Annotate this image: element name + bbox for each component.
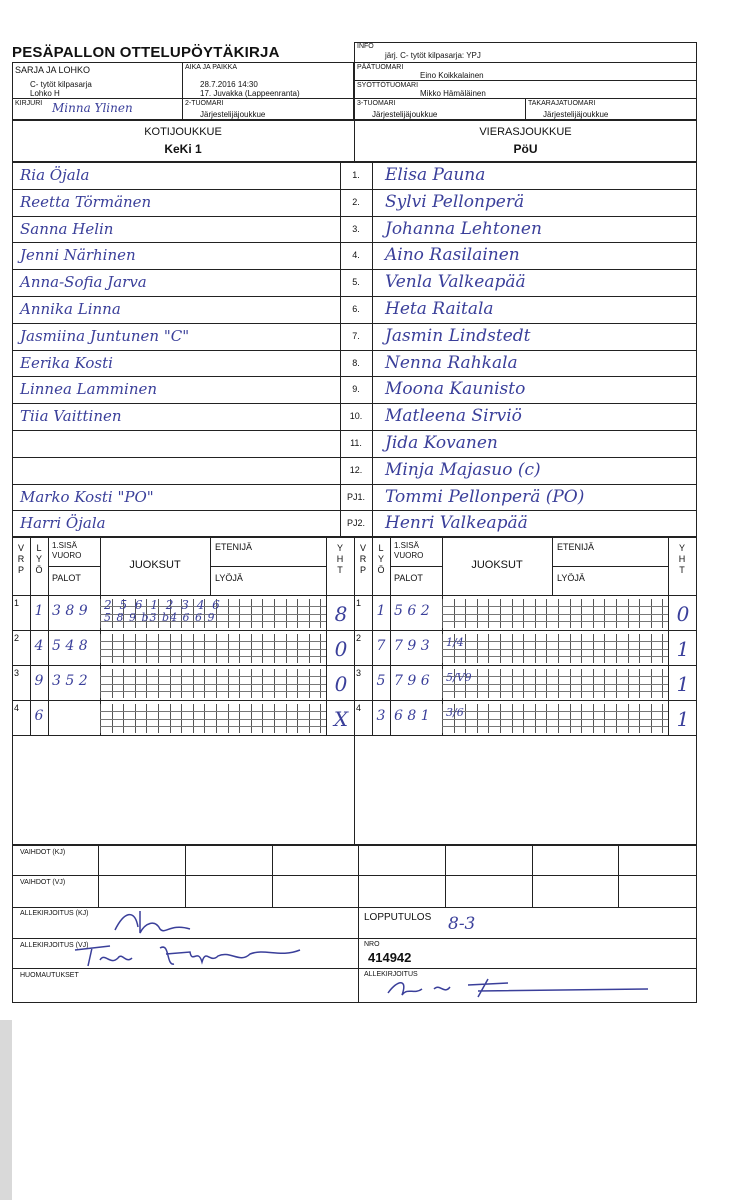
- scribe-label: KIRJURI: [15, 100, 43, 107]
- away-player-name: Heta Raitala: [385, 299, 494, 319]
- roster-number: 1.: [352, 170, 360, 180]
- away-player-name: Moona Kaunisto: [385, 379, 526, 400]
- roster-number: 7.: [352, 330, 360, 341]
- back-ref-value: Järjestelijäjoukkue: [543, 110, 609, 119]
- pitch-ref-value: Mikko Hämäläinen: [420, 89, 486, 98]
- home-player-name: Linnea Lamminen: [20, 380, 158, 399]
- final-score-value: 8-3: [448, 914, 476, 934]
- ref3-label: 3-TUOMARI: [357, 100, 396, 107]
- home-signature-scribble: [110, 905, 200, 939]
- away-inning-total: 0: [676, 602, 690, 626]
- away-player-name: Jasmin Lindstedt: [385, 325, 531, 346]
- away-first-batter: 3: [376, 708, 386, 724]
- home-player-name: Tiia Vaittinen: [20, 407, 122, 426]
- away-player-name: Venla Valkeapää: [385, 272, 526, 293]
- sign-away-label: ALLEKIRJOITUS (VJ): [20, 942, 89, 949]
- series-value: C- tytöt kilpasarja: [30, 80, 92, 89]
- home-inning-number: 4: [14, 703, 20, 713]
- away-player-name: Sylvi Pellonperä: [385, 191, 525, 212]
- away-player-name: Nenna Rahkala: [385, 352, 518, 373]
- nro-label: NRO: [364, 941, 380, 948]
- away-etenija-label: ETENIJÄ: [557, 542, 595, 552]
- series-label: SARJA JA LOHKO: [15, 65, 91, 75]
- home-runs-top: 2 5 6 1 2 3 4 6: [104, 598, 222, 612]
- home-player-name: Jenni Närhinen: [20, 246, 136, 265]
- home-player-name: Jasmiina Juntunen "C": [20, 326, 190, 345]
- home-team-label: KOTIJOUKKUE: [144, 126, 222, 138]
- away-player-name: Aino Rasilainen: [385, 245, 520, 266]
- away-inning-total: 1: [676, 707, 690, 731]
- away-juoksut-label: JUOKSUT: [471, 559, 523, 571]
- away-palot-label: PALOT: [394, 573, 423, 583]
- time-value: 28.7.2016 14:30: [200, 80, 258, 89]
- away-lyo-header: L Y Ö: [377, 543, 385, 575]
- away-palot-value: 7 9 3: [394, 638, 430, 654]
- away-vrp-header: V R P: [359, 543, 367, 575]
- head-ref-label: PÄÄTUOMARI: [357, 64, 404, 71]
- sign-label: ALLEKIRJOITUS: [364, 971, 418, 978]
- home-inning-total: 0: [334, 637, 348, 661]
- ref2-value: Järjestelijäjoukkue: [200, 110, 266, 119]
- away-runs-value: 3/6: [446, 706, 464, 719]
- away-vuoro-label: VUORO: [394, 551, 424, 560]
- away-inning-number: 3: [356, 668, 362, 678]
- roster-number: 3.: [352, 223, 360, 234]
- home-player-name: Ria Öjala: [20, 166, 90, 184]
- home-inning-total: 8: [334, 602, 348, 626]
- pitch-ref-label: SYÖTTÖTUOMARI: [357, 82, 419, 89]
- roster-number: 11.: [350, 438, 362, 448]
- home-vuoro-label: VUORO: [52, 551, 82, 560]
- home-palot-label: PALOT: [52, 573, 81, 583]
- remarks-label: HUOMAUTUKSET: [20, 972, 79, 979]
- away-lyoja-label: LYÖJÄ: [557, 573, 585, 583]
- away-first-batter: 1: [376, 603, 386, 619]
- roster-number: PJ2.: [346, 518, 365, 529]
- home-player-name: Annika Linna: [20, 300, 121, 318]
- away-player-name: Matleena Sirviö: [385, 406, 522, 427]
- away-first-batter: 5: [376, 673, 386, 689]
- away-yht-header: Y H T: [678, 543, 686, 575]
- home-inning-total: 0: [334, 672, 348, 696]
- time-place-label: AIKA JA PAIKKA: [185, 64, 238, 71]
- head-ref-value: Eino Koikkalainen: [420, 71, 484, 80]
- back-ref-label: TAKARAJATUOMARI: [528, 100, 596, 107]
- away-player-name: Elisa Pauna: [385, 165, 486, 185]
- away-inning-number: 1: [356, 598, 362, 608]
- away-signature-scribble: [70, 938, 310, 970]
- away-runs-value: 1/4: [446, 636, 464, 649]
- sheet-title: PESÄPALLON OTTELUPÖYTÄKIRJA: [12, 44, 280, 61]
- home-inning-total: X: [333, 707, 349, 731]
- roster-number: 9.: [352, 384, 360, 395]
- roster-number: 8.: [352, 357, 360, 368]
- roster-number: 12.: [349, 464, 363, 475]
- home-inning-number: 1: [14, 598, 20, 608]
- home-etenija-label: ETENIJÄ: [215, 542, 253, 552]
- away-palot-value: 6 8 1: [394, 708, 430, 724]
- ref2-label: 2-TUOMARI: [185, 100, 224, 107]
- away-first-batter: 7: [376, 638, 386, 654]
- away-player-name: Henri Valkeapää: [385, 513, 528, 534]
- scribe-signature: Minna Ylinen: [52, 101, 133, 115]
- home-player-name: Harri Öjala: [20, 514, 106, 533]
- away-player-name: Tommi Pellonperä (PO): [385, 486, 585, 507]
- away-inning-number: 2: [356, 633, 362, 643]
- home-player-name: Sanna Helin: [20, 219, 114, 238]
- home-player-name: Anna-Sofia Jarva: [20, 273, 147, 292]
- away-runs-value: 5/V9: [446, 671, 472, 684]
- subs-home-label: VAIHDOT (KJ): [20, 849, 66, 856]
- away-inning-total: 1: [676, 637, 690, 661]
- final-score-label: LOPPUTULOS: [364, 912, 432, 923]
- home-runs-bottom: 5 8 9 b3 b4 6 6 9: [104, 611, 216, 624]
- roster-number: 2.: [352, 196, 360, 207]
- roster-number: 4.: [352, 250, 360, 261]
- info-label: INFO: [357, 43, 374, 50]
- away-player-name: Minja Majasuo (c): [385, 459, 541, 480]
- home-palot-value: 3 8 9: [52, 603, 88, 619]
- roster-number: 10.: [349, 411, 363, 422]
- home-inning-number: 3: [14, 668, 20, 678]
- away-palot-value: 5 6 2: [394, 603, 430, 619]
- place-value: 17. Juvakka (Lappeenranta): [200, 89, 300, 98]
- subs-away-label: VAIHDOT (VJ): [20, 879, 66, 886]
- home-player-name: Eerika Kosti: [20, 353, 113, 372]
- home-vrp-header: V R P: [17, 543, 25, 575]
- ref3-value: Järjestelijäjoukkue: [372, 110, 438, 119]
- final-signature-scribble: [378, 975, 658, 1001]
- away-inning-total: 1: [676, 672, 690, 696]
- away-team-label: VIERASJOUKKUE: [479, 126, 572, 138]
- home-first-batter: 1: [34, 603, 44, 619]
- home-juoksut-label: JUOKSUT: [129, 559, 181, 571]
- home-first-inning-label: 1.SISÄ: [52, 541, 77, 550]
- series-group: Lohko H: [30, 89, 60, 98]
- home-first-batter: 9: [34, 673, 44, 689]
- home-team-name: KeKi 1: [164, 142, 202, 156]
- home-palot-value: 3 5 2: [52, 673, 88, 689]
- away-inning-number: 4: [356, 703, 362, 713]
- away-player-name: Johanna Lehtonen: [385, 218, 542, 239]
- nro-value: 414942: [368, 950, 412, 965]
- away-palot-value: 7 9 6: [394, 673, 430, 689]
- info-value: järj. C- tytöt kilpasarja: YPJ: [385, 51, 481, 60]
- home-yht-header: Y H T: [336, 543, 344, 575]
- scan-margin: [0, 1020, 12, 1200]
- roster-number: 5.: [352, 277, 360, 288]
- home-inning-number: 2: [14, 633, 20, 643]
- home-player-name: Marko Kosti "PO": [20, 487, 154, 506]
- home-palot-value: 5 4 8: [52, 638, 88, 654]
- roster-number: 6.: [352, 304, 360, 314]
- home-first-batter: 4: [34, 638, 44, 654]
- away-first-inning-label: 1.SISÄ: [394, 541, 419, 550]
- away-team-name: PöU: [513, 142, 538, 156]
- away-player-name: Jida Kovanen: [385, 433, 498, 453]
- roster-number: PJ1.: [346, 491, 365, 502]
- home-player-name: Reetta Törmänen: [20, 192, 152, 211]
- sign-home-label: ALLEKIRJOITUS (KJ): [20, 910, 89, 917]
- home-first-batter: 6: [34, 708, 44, 724]
- home-lyo-header: L Y Ö: [35, 543, 43, 575]
- home-lyoja-label: LYÖJÄ: [215, 573, 243, 583]
